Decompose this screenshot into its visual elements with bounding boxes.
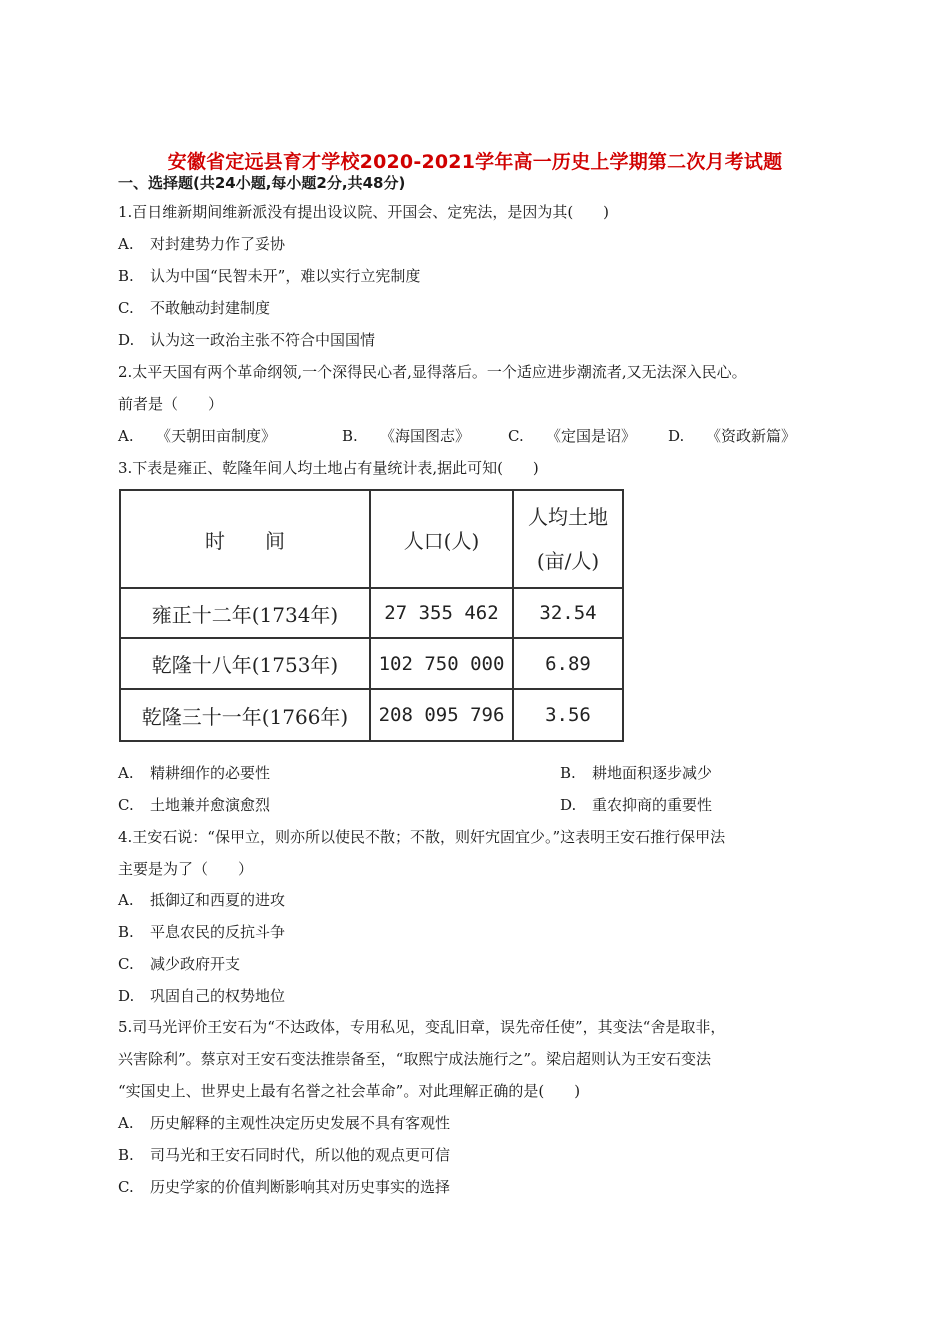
table-cell-time: 乾隆三十一年(1766年) xyxy=(141,704,349,729)
q4-option-d: D. 巩固自己的权势地位 xyxy=(118,987,286,1005)
table-cell-land: 3.56 xyxy=(545,704,591,726)
q2-option-b: B. 《海国图志》 xyxy=(342,427,471,445)
question-5-stem-cont: 兴害除利”。蔡京对王安石变法推崇备至，“取熙宁成法施行之”。梁启超则认为王安石变法 xyxy=(118,1050,712,1068)
table-header-land: 人均土地 (亩/人) xyxy=(528,505,608,573)
q5-option-c: C. 历史学家的价值判断影响其对历史事实的选择 xyxy=(118,1178,451,1196)
table-cell-population: 208 095 796 xyxy=(378,704,505,726)
q3-option-c: C. 土地兼并愈演愈烈 xyxy=(118,796,271,814)
q5-option-b: B. 司马光和王安石同时代，所以他的观点更可信 xyxy=(118,1146,451,1164)
q5-option-a: A. 历史解释的主观性决定历史发展不具有客观性 xyxy=(118,1114,451,1132)
question-4-stem-cont: 主要是为了（ ） xyxy=(118,860,254,878)
table-cell-population: 102 750 000 xyxy=(378,652,505,675)
q1-option-a: A. 对封建势力作了妥协 xyxy=(118,235,286,253)
q1-option-d: D. 认为这一政治主张不符合中国国情 xyxy=(118,331,376,349)
question-5-stem: 5.司马光评价王安石为“不达政体，专用私见，变乱旧章，误先帝任使”，其变法“舍是取非， xyxy=(118,1018,726,1036)
q2-option-a: A. 《天朝田亩制度》 xyxy=(118,427,277,445)
table-cell-time: 雍正十二年(1734年) xyxy=(151,602,339,627)
question-1-stem: 1.百日维新期间维新派没有提出设议院、开国会、定宪法，是因为其( ) xyxy=(118,203,610,221)
q1-option-c: C. 不敢触动封建制度 xyxy=(118,299,271,317)
section-heading: 一、选择题(共24小题,每小题2分,共48分) xyxy=(118,174,406,192)
question-3-stem: 3.下表是雍正、乾隆年间人均土地占有量统计表,据此可知( ) xyxy=(118,459,539,477)
table-cell-time: 乾隆十八年(1753年) xyxy=(151,653,339,677)
table-header-time: 时 间 xyxy=(205,528,285,553)
question-4-stem: 4.王安石说：“保甲立，则亦所以使民不散；不散，则奸宄固宜少。”这表明王安石推行保甲法 xyxy=(118,828,726,846)
table-cell-population: 27 355 462 xyxy=(384,602,499,624)
q3-option-a: A. 精耕细作的必要性 xyxy=(118,764,271,782)
question-2-stem: 2.太平天国有两个革命纲领,一个深得民心者,显得落后。一个适应进步潮流者,又无法深入民心。 xyxy=(118,363,747,381)
page-title: 安徽省定远县育才学校2020-2021学年高一历史上学期第二次月考试题 xyxy=(167,151,783,173)
q3-option-d: D. 重农抑商的重要性 xyxy=(560,796,713,814)
q4-option-b: B. 平息农民的反抗斗争 xyxy=(118,923,286,941)
table-cell-land: 6.89 xyxy=(545,652,591,675)
table-cell-land: 32.54 xyxy=(539,602,597,624)
q2-option-c: C. 《定国是诏》 xyxy=(508,427,637,445)
q2-option-d: D. 《资政新篇》 xyxy=(668,427,797,445)
question-2-stem-cont: 前者是（ ） xyxy=(118,395,224,413)
population-land-table xyxy=(119,489,624,742)
table-header-population: 人口(人) xyxy=(403,528,480,553)
question-5-stem-cont2: “实国史上、世界史上最有名誉之社会革命”。对此理解正确的是( ) xyxy=(118,1082,581,1100)
q4-option-c: C. 减少政府开支 xyxy=(118,955,241,973)
q1-option-b: B. 认为中国“民智未开”，难以实行立宪制度 xyxy=(118,267,421,285)
q4-option-a: A. 抵御辽和西夏的进攻 xyxy=(118,891,286,909)
q3-option-b: B. 耕地面积逐步减少 xyxy=(560,764,713,782)
